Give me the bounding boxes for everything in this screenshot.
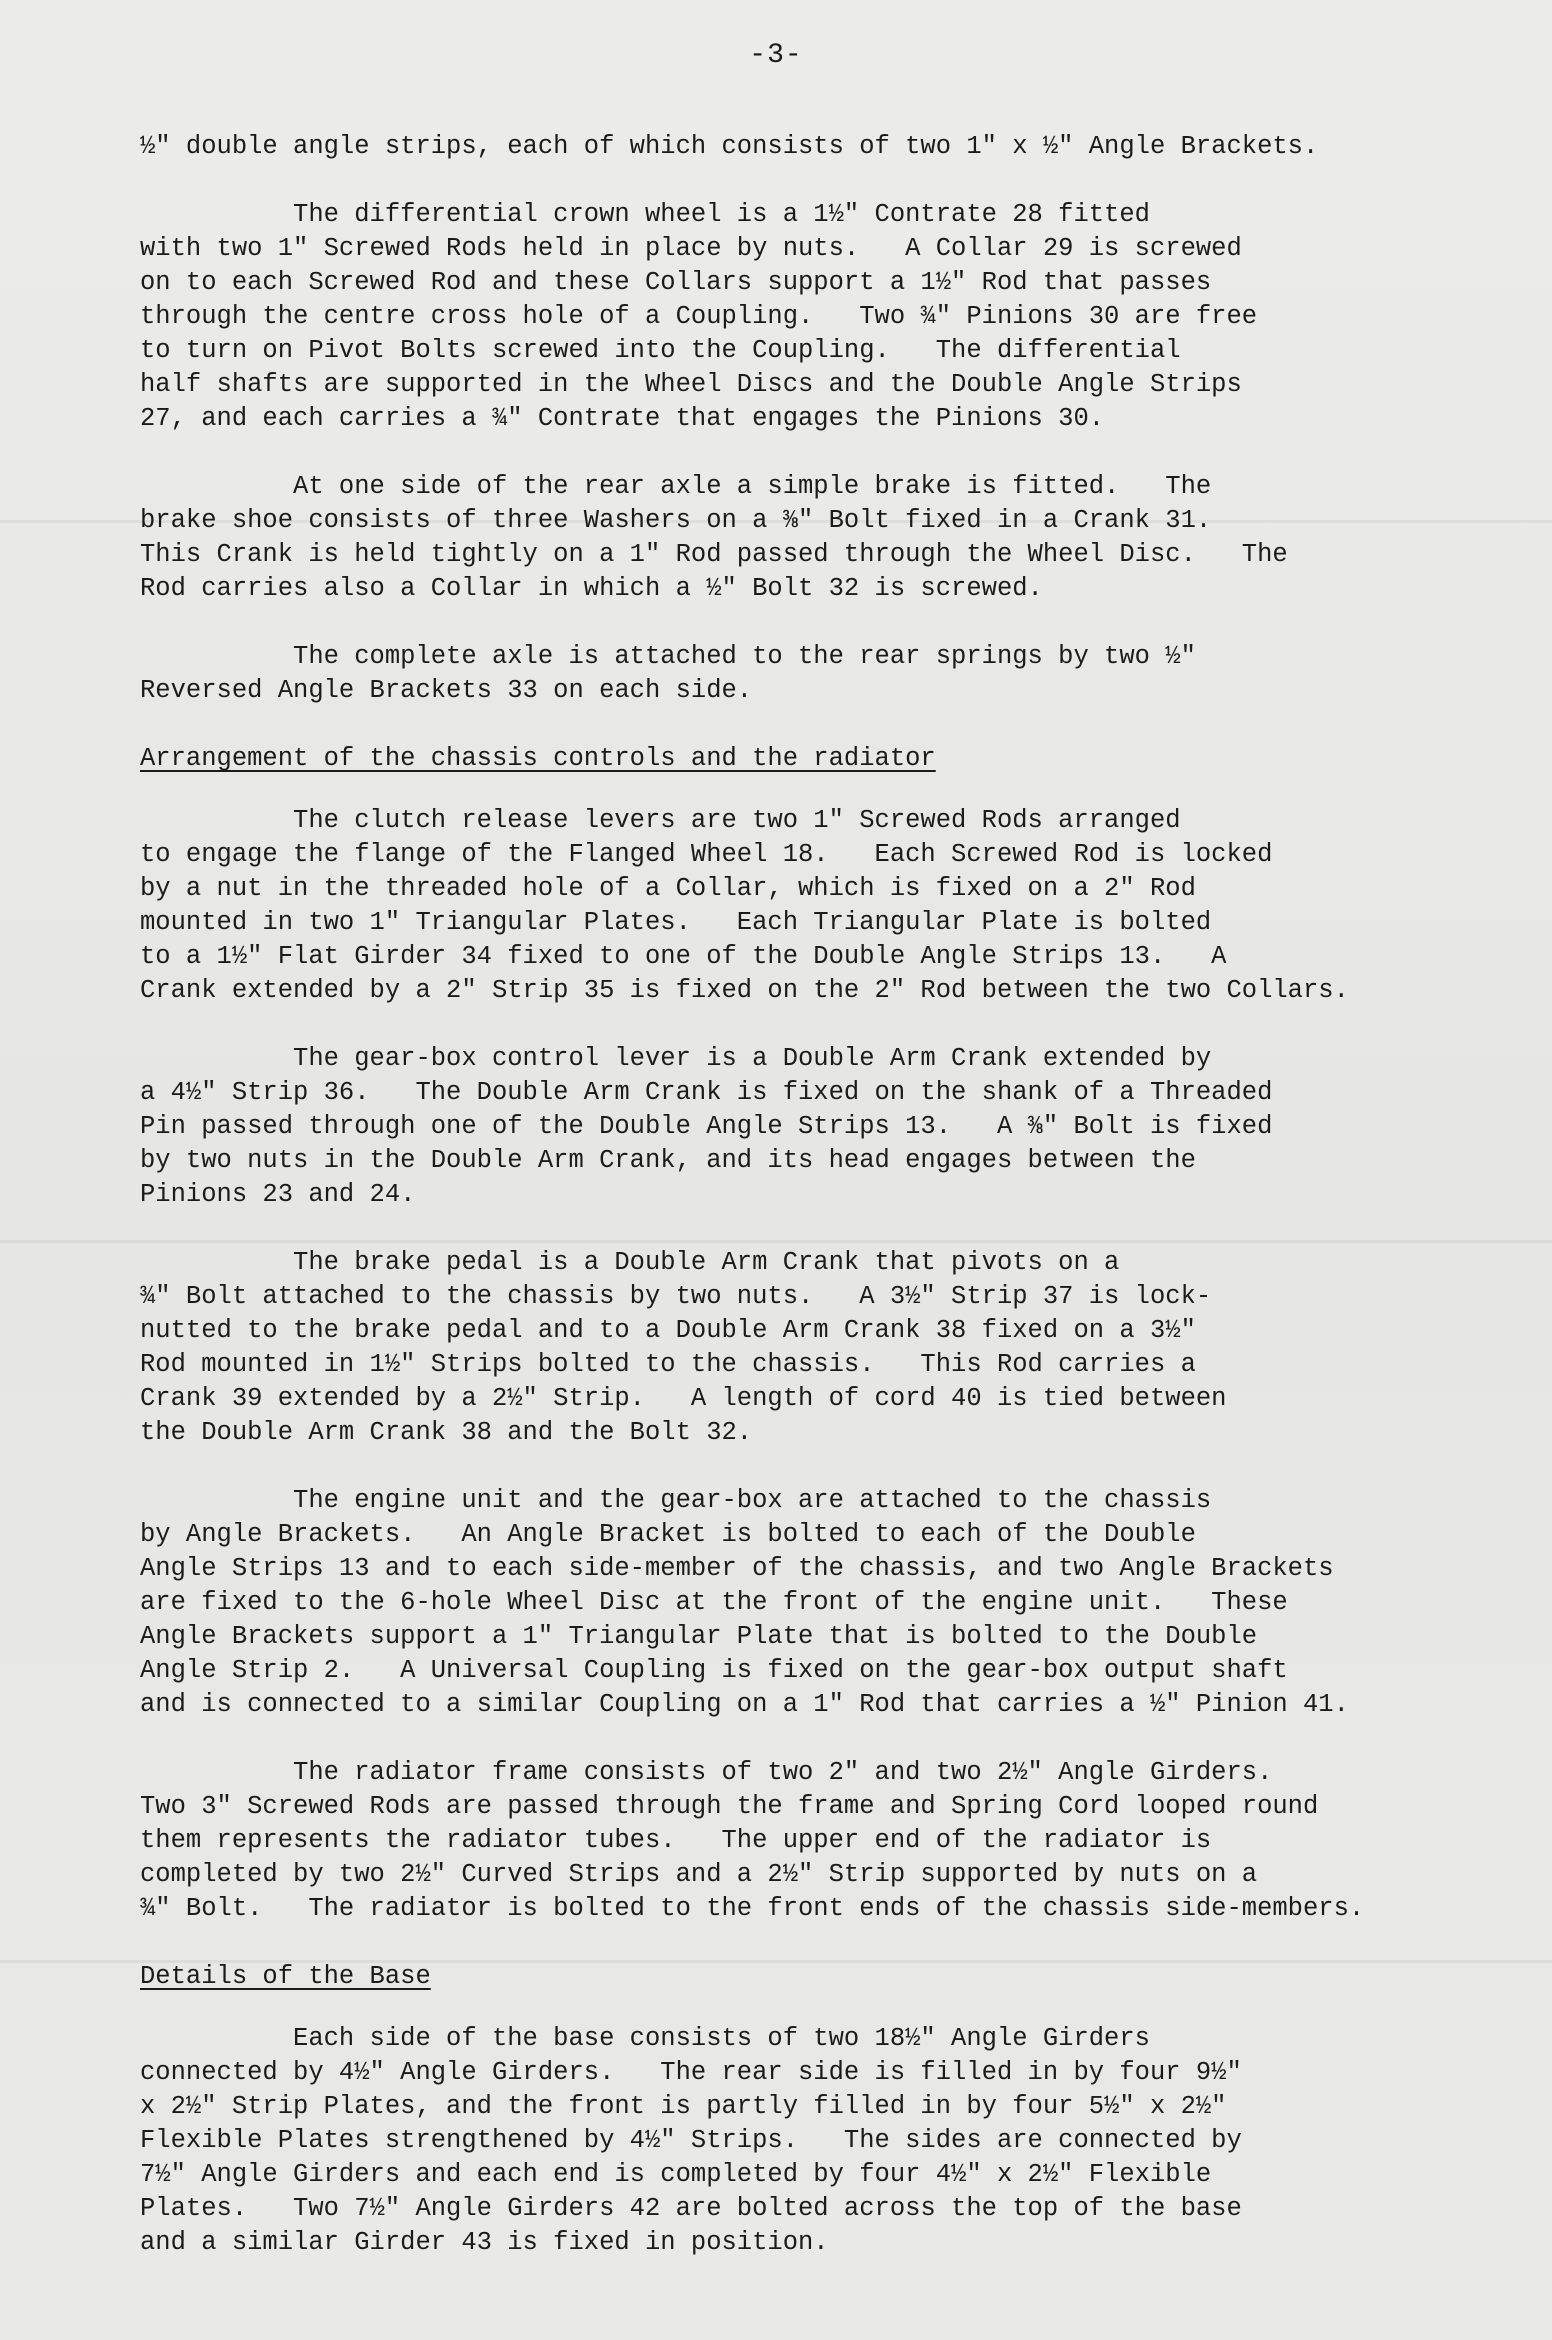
text-line: The engine unit and the gear-box are attached to the chassis <box>140 1486 1212 1515</box>
text-line: to engage the flange of the Flanged Wheel 18. Each Screwed Rod is locked <box>140 840 1273 869</box>
text-line: Angle Strip 2. A Universal Coupling is fixed on the gear-box output shaft <box>140 1656 1288 1685</box>
text-line: by a nut in the threaded hole of a Collar, which is fixed on a 2" Rod <box>140 874 1196 903</box>
text-line: Pinions 23 and 24. <box>140 1180 416 1209</box>
text-line: the Double Arm Crank 38 and the Bolt 32. <box>140 1418 753 1447</box>
document-body <box>140 130 1500 2294</box>
text-line: completed by two 2½" Curved Strips and a 2½" Strip supported by nuts on a <box>140 1860 1258 1889</box>
text-line: ½" double angle strips, each of which consists of two 1" x ½" Angle Brackets. <box>140 132 1319 161</box>
text-line: brake shoe consists of three Washers on a ⅜" Bolt fixed in a Crank 31. <box>140 506 1212 535</box>
text-line: Rod carries also a Collar in which a ½" Bolt 32 is screwed. <box>140 574 1043 603</box>
heading-chassis-controls: Arrangement of the chassis controls and the radiator <box>140 744 936 773</box>
text-line: through the centre cross hole of a Coupling. Two ¾" Pinions 30 are free <box>140 302 1258 331</box>
text-line: The brake pedal is a Double Arm Crank that pivots on a <box>140 1248 1120 1277</box>
text-line: x 2½" Strip Plates, and the front is partly filled in by four 5½" x 2½" <box>140 2092 1227 2121</box>
text-line: Crank 39 extended by a 2½" Strip. A length of cord 40 is tied between <box>140 1384 1227 1413</box>
text-line: them represents the radiator tubes. The upper end of the radiator is <box>140 1826 1212 1855</box>
base-section <box>140 2022 1500 2260</box>
paragraph <box>140 198 1500 436</box>
text-line: to turn on Pivot Bolts screwed into the Coupling. The differential <box>140 336 1181 365</box>
text-line: connected by 4½" Angle Girders. The rear side is filled in by four 9½" <box>140 2058 1242 2087</box>
chassis-section <box>140 804 1500 1926</box>
paragraph <box>140 1484 1500 1722</box>
text-line: The radiator frame consists of two 2" and two 2½" Angle Girders. <box>140 1758 1273 1787</box>
text-line: ¾" Bolt attached to the chassis by two nuts. A 3½" Strip 37 is lock- <box>140 1282 1212 1311</box>
text-line: with two 1" Screwed Rods held in place by nuts. A Collar 29 is screwed <box>140 234 1242 263</box>
text-line: a 4½" Strip 36. The Double Arm Crank is fixed on the shank of a Threaded <box>140 1078 1273 1107</box>
text-line: The clutch release levers are two 1" Screwed Rods arranged <box>140 806 1181 835</box>
paragraph <box>140 640 1500 708</box>
text-line: to a 1½" Flat Girder 34 fixed to one of the Double Angle Strips 13. A <box>140 942 1227 971</box>
page-number: -3- <box>749 40 803 71</box>
paragraph <box>140 1042 1500 1212</box>
text-line: Two 3" Screwed Rods are passed through the frame and Spring Cord looped round <box>140 1792 1319 1821</box>
text-line: 7½" Angle Girders and each end is completed by four 4½" x 2½" Flexible <box>140 2160 1212 2189</box>
text-line: half shafts are supported in the Wheel Discs and the Double Angle Strips <box>140 370 1242 399</box>
text-line: Each side of the base consists of two 18½" Angle Girders <box>140 2024 1150 2053</box>
paragraph <box>140 130 1500 164</box>
text-line: The gear-box control lever is a Double Arm Crank extended by <box>140 1044 1212 1073</box>
text-line: Angle Brackets support a 1" Triangular Plate that is bolted to the Double <box>140 1622 1258 1651</box>
text-line: by two nuts in the Double Arm Crank, and its head engages between the <box>140 1146 1196 1175</box>
paragraph <box>140 804 1500 1008</box>
text-line: Flexible Plates strengthened by 4½" Strips. The sides are connected by <box>140 2126 1242 2155</box>
text-line: and is connected to a similar Coupling on a 1" Rod that carries a ½" Pinion 41. <box>140 1690 1349 1719</box>
text-line: on to each Screwed Rod and these Collars support a 1½" Rod that passes <box>140 268 1212 297</box>
text-line: Rod mounted in 1½" Strips bolted to the chassis. This Rod carries a <box>140 1350 1196 1379</box>
text-line: The differential crown wheel is a 1½" Contrate 28 fitted <box>140 200 1150 229</box>
text-line: Angle Strips 13 and to each side-member of the chassis, and two Angle Brackets <box>140 1554 1334 1583</box>
text-line: Crank extended by a 2" Strip 35 is fixed on the 2" Rod between the two Collars. <box>140 976 1349 1005</box>
text-line: The complete axle is attached to the rear springs by two ½" <box>140 642 1196 671</box>
paragraph <box>140 1246 1500 1450</box>
text-line: nutted to the brake pedal and to a Double Arm Crank 38 fixed on a 3½" <box>140 1316 1196 1345</box>
text-line: Reversed Angle Brackets 33 on each side. <box>140 676 753 705</box>
paragraph <box>140 1756 1500 1926</box>
paragraph <box>140 470 1500 606</box>
paragraph <box>140 2022 1500 2260</box>
text-line: mounted in two 1" Triangular Plates. Each Triangular Plate is bolted <box>140 908 1212 937</box>
text-line: Pin passed through one of the Double Angle Strips 13. A ⅜" Bolt is fixed <box>140 1112 1273 1141</box>
text-line: Plates. Two 7½" Angle Girders 42 are bolted across the top of the base <box>140 2194 1242 2223</box>
intro-section <box>140 130 1500 708</box>
text-line: and a similar Girder 43 is fixed in position. <box>140 2228 829 2257</box>
text-line: 27, and each carries a ¾" Contrate that engages the Pinions 30. <box>140 404 1105 433</box>
heading-base-details: Details of the Base <box>140 1962 431 1991</box>
text-line: This Crank is held tightly on a 1" Rod passed through the Wheel Disc. The <box>140 540 1288 569</box>
text-line: ¾" Bolt. The radiator is bolted to the front ends of the chassis side-members. <box>140 1894 1365 1923</box>
text-line: At one side of the rear axle a simple brake is fitted. The <box>140 472 1212 501</box>
text-line: are fixed to the 6-hole Wheel Disc at the front of the engine unit. These <box>140 1588 1288 1617</box>
text-line: by Angle Brackets. An Angle Bracket is bolted to each of the Double <box>140 1520 1196 1549</box>
